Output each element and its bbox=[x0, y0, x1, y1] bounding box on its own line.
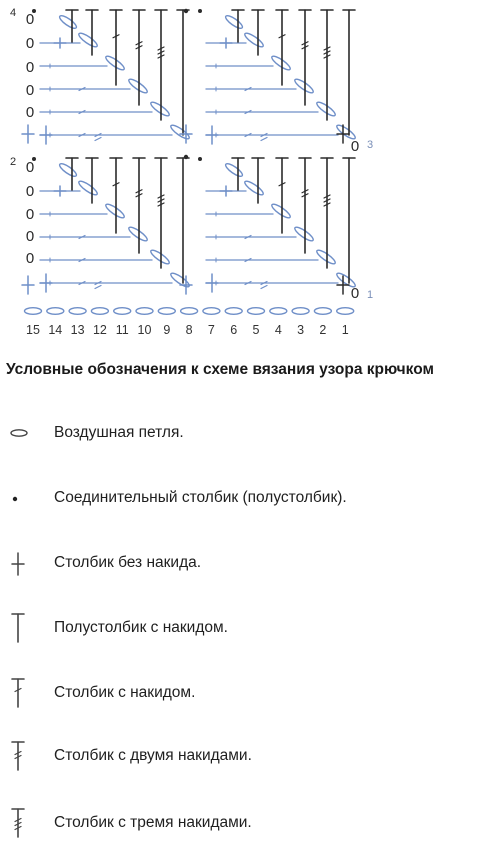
chain-oval bbox=[337, 308, 354, 315]
chain-zero: 0 bbox=[350, 285, 360, 302]
legend-title: Условные обозначения к схеме вязания узора крючком bbox=[6, 361, 434, 378]
chain-stitch-icon bbox=[4, 413, 32, 453]
slip-stitch-icon bbox=[4, 478, 32, 518]
legend-item-label: Столбик с двумя накидами. bbox=[54, 747, 252, 764]
chain-zero: 0 bbox=[25, 35, 35, 52]
hdc-stitch bbox=[252, 10, 264, 55]
single-crochet-icon bbox=[4, 543, 32, 583]
chain-oval bbox=[136, 308, 153, 315]
crochet-diagram bbox=[0, 0, 372, 343]
row-number-4: 4 bbox=[9, 7, 17, 19]
legend-item bbox=[0, 736, 497, 776]
tr-stitch bbox=[299, 158, 311, 253]
hdc-stitch bbox=[177, 10, 189, 135]
stitch-number: 13 bbox=[70, 323, 85, 337]
chain-zero: 0 bbox=[25, 183, 35, 200]
stitch-number: 11 bbox=[115, 323, 129, 337]
hdc-stitch bbox=[252, 158, 264, 203]
legend-item bbox=[0, 673, 497, 713]
row-number-2: 2 bbox=[9, 156, 17, 168]
hdc-stitch bbox=[86, 10, 98, 55]
chain-zero: 0 bbox=[25, 82, 35, 99]
legend-item bbox=[0, 608, 497, 648]
sc-stitch bbox=[54, 186, 66, 196]
stitch-number: 10 bbox=[137, 323, 152, 337]
dc-stitch bbox=[110, 158, 122, 233]
stitch-number: 4 bbox=[274, 323, 282, 337]
hdc-stitch bbox=[343, 158, 355, 283]
chain-zero: 0 bbox=[25, 104, 35, 121]
dc-stitch bbox=[110, 10, 122, 85]
legend-item-label: Столбик с накидом. bbox=[54, 684, 196, 701]
chain-stitch-icon-svg bbox=[4, 413, 32, 453]
stitch-number: 5 bbox=[252, 323, 260, 337]
chain-zero: 0 bbox=[25, 159, 35, 176]
legend-item-label: Соединительный столбик (полустолбик). bbox=[54, 489, 347, 506]
sc-stitch bbox=[180, 125, 192, 143]
half-double-crochet-icon-svg bbox=[4, 608, 32, 648]
sc-stitch bbox=[220, 38, 232, 48]
chain-oval bbox=[47, 308, 64, 315]
chain-zero: 0 bbox=[25, 206, 35, 223]
sc-stitch bbox=[40, 126, 52, 144]
stitch-number: 1 bbox=[341, 323, 349, 337]
sc-stitch bbox=[54, 38, 66, 48]
stitch-number: 8 bbox=[185, 323, 193, 337]
legend-item-label: Столбик без накида. bbox=[54, 554, 202, 571]
crochet-chart-svg bbox=[0, 0, 372, 343]
row-number-1: 1 bbox=[366, 289, 374, 301]
treble-crochet-icon-svg bbox=[4, 736, 32, 776]
chain-zero: 0 bbox=[25, 11, 35, 28]
double-treble-crochet-icon bbox=[4, 803, 32, 843]
single-crochet-icon-svg bbox=[4, 543, 32, 583]
legend-item bbox=[0, 413, 497, 453]
chain-oval bbox=[158, 308, 175, 315]
slip-stitch-icon-svg bbox=[4, 478, 32, 518]
hdc-stitch bbox=[86, 158, 98, 203]
sc-stitch bbox=[220, 186, 232, 196]
sc-stitch bbox=[22, 125, 34, 143]
dc-stitch bbox=[276, 158, 288, 233]
stitch-number: 7 bbox=[207, 323, 215, 337]
hdc-stitch bbox=[177, 158, 189, 283]
stitch-number: 15 bbox=[26, 323, 40, 337]
slip-stitch-dot bbox=[198, 9, 202, 13]
legend-item bbox=[0, 803, 497, 843]
chain-oval bbox=[314, 308, 331, 315]
double-treble-crochet-icon-svg bbox=[4, 803, 32, 843]
stitch-number: 14 bbox=[48, 323, 63, 337]
legend-item-label: Столбик с тремя накидами. bbox=[54, 814, 252, 831]
chain-oval bbox=[91, 308, 108, 315]
sc-stitch bbox=[40, 274, 52, 292]
stitch-number: 9 bbox=[163, 323, 171, 337]
slip-stitch-dot bbox=[184, 155, 188, 159]
sc-stitch bbox=[206, 126, 218, 144]
sc-stitch bbox=[206, 274, 218, 292]
stitch-number: 3 bbox=[297, 323, 305, 337]
row-number-3: 3 bbox=[366, 139, 374, 151]
chain-zero: 0 bbox=[350, 138, 360, 155]
chain-oval bbox=[225, 308, 242, 315]
slip-stitch-dot bbox=[198, 157, 202, 161]
legend-item-label: Воздушная петля. bbox=[54, 424, 184, 441]
legend-item bbox=[0, 543, 497, 583]
chain-oval bbox=[270, 308, 287, 315]
double-crochet-icon-svg bbox=[4, 673, 32, 713]
sc-stitch bbox=[337, 125, 349, 143]
chain-oval bbox=[69, 308, 86, 315]
half-double-crochet-icon bbox=[4, 608, 32, 648]
stitch-number: 6 bbox=[230, 323, 238, 337]
stitch-number: 12 bbox=[92, 323, 107, 337]
dc-stitch bbox=[276, 10, 288, 85]
treble-crochet-icon bbox=[4, 736, 32, 776]
legend-item-label: Полустолбик с накидом. bbox=[54, 619, 228, 636]
hdc-stitch bbox=[343, 10, 355, 135]
slip-stitch-dot bbox=[184, 9, 188, 13]
chain-oval bbox=[181, 308, 198, 315]
chain-oval bbox=[292, 308, 309, 315]
stitch-number: 2 bbox=[319, 323, 327, 337]
chain-oval bbox=[203, 308, 220, 315]
tr-stitch bbox=[299, 10, 311, 105]
sc-stitch bbox=[22, 276, 34, 294]
chain-oval bbox=[25, 308, 42, 315]
chain-oval bbox=[248, 308, 265, 315]
chain-oval bbox=[114, 308, 131, 315]
chain-zero: 0 bbox=[25, 250, 35, 267]
tr-stitch bbox=[133, 10, 145, 105]
legend-item bbox=[0, 478, 497, 518]
tr-stitch bbox=[133, 158, 145, 253]
sc-stitch bbox=[180, 276, 192, 294]
chain-zero: 0 bbox=[25, 228, 35, 245]
chain-zero: 0 bbox=[25, 59, 35, 76]
double-crochet-icon bbox=[4, 673, 32, 713]
